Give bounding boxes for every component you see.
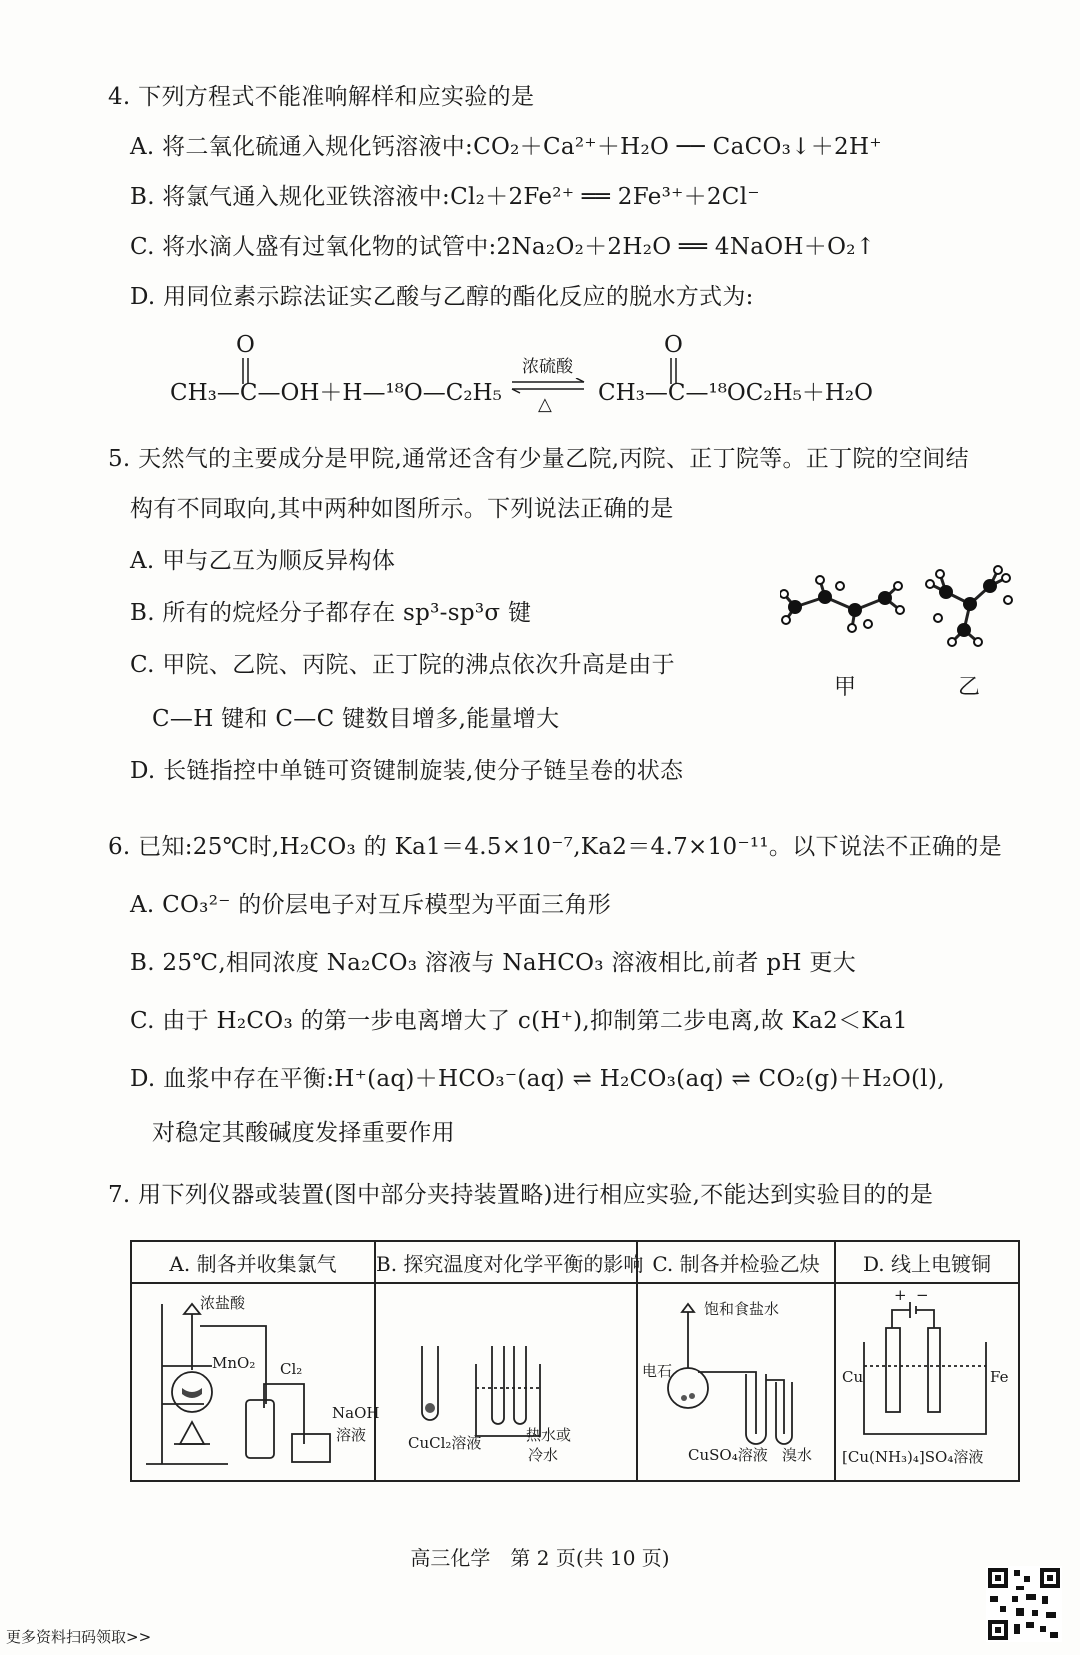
chlorine-apparatus-drawing	[132, 1284, 376, 1480]
label-cold-water: 冷水	[528, 1446, 559, 1464]
label-cl2: Cl₂	[280, 1360, 303, 1378]
equation-reactants: CH₃—C—OH＋H—¹⁸O—C₂H₅	[170, 380, 502, 406]
q7-stem: 7. 用下列仪器或装置(图中部分夹持装置略)进行相应实验,不能达到实验目的的是	[108, 1182, 934, 1208]
label-positive: +	[894, 1286, 907, 1304]
q5-stem-line1: 5. 天然气的主要成分是甲院,通常还含有少量乙院,丙院、正丁院等。正丁院的空间结	[108, 446, 969, 472]
label-bromine-water: 溴水	[782, 1446, 813, 1464]
label-negative: −	[916, 1286, 929, 1304]
apparatus-table	[130, 1240, 1020, 1482]
q4-option-c: C. 将水滴人盛有过氧化物的试管中:2Na₂O₂＋2H₂O ══ 4NaOH＋O₂↑	[130, 234, 876, 260]
molecule-model-jia	[780, 572, 910, 642]
label-mno2: MnO₂	[212, 1354, 256, 1372]
q4-option-b: B. 将氯气通入规化亚铁溶液中:Cl₂＋2Fe²⁺ ══ 2Fe³⁺＋2Cl⁻	[130, 184, 760, 210]
molecule-label-yi: 乙	[958, 675, 981, 700]
q5-option-b: B. 所有的烷烃分子都存在 sp³-sp³σ 键	[130, 600, 532, 626]
catalyst-label: 浓硫酸	[522, 357, 573, 377]
label-cu-electrode: Cu	[842, 1368, 864, 1386]
label-saturated-brine: 饱和食盐水	[704, 1300, 780, 1318]
label-calcium-carbide: 电石	[642, 1362, 673, 1380]
q5-option-c-line1: C. 甲院、乙院、丙院、正丁院的沸点依次升高是由于	[130, 652, 675, 678]
q4-stem: 4. 下列方程式不能准响解样和应实验的是	[108, 84, 535, 110]
q4-option-d: D. 用同位素示踪法证实乙酸与乙醇的酯化反应的脱水方式为:	[130, 284, 754, 310]
apparatus-cell-c	[637, 1283, 835, 1481]
label-conc-hcl: 浓盐酸	[200, 1294, 246, 1312]
label-fe-electrode: Fe	[990, 1368, 1009, 1386]
apparatus-cell-a	[131, 1283, 380, 1481]
header-b: B. 探究温度对化学平衡的影响	[375, 1241, 637, 1283]
heat-symbol: △	[538, 394, 552, 415]
label-cucl2-solution: CuCl₂溶液	[408, 1434, 482, 1452]
page-footer: 高三化学 第 2 页(共 10 页)	[410, 1546, 670, 1570]
q6-stem: 6. 已知:25℃时,H₂CO₃ 的 Ka1＝4.5×10⁻⁷,Ka2＝4.7×10⁻¹¹。以下说法不正确的是	[108, 834, 1002, 860]
label-copper-complex-solution: [Cu(NH₃)₄]SO₄溶液	[842, 1448, 984, 1466]
more-resources-link[interactable]: 更多资料扫码领取>>	[6, 1628, 152, 1646]
carbonyl-o-left: O	[236, 332, 255, 358]
esterification-equation	[170, 332, 930, 450]
q4-option-a: A. 将二氧化硫通入规化钙溶液中:CO₂＋Ca²⁺＋H₂O ── CaCO₃↓＋2H⁺	[130, 134, 882, 160]
q6-option-d-line2: 对稳定其酸碱度发择重要作用	[152, 1120, 455, 1146]
qr-code-icon	[986, 1566, 1062, 1642]
label-solution-a: 溶液	[336, 1426, 367, 1444]
q6-option-c: C. 由于 H₂CO₃ 的第一步电离增大了 c(H⁺),抑制第二步电离,故 Ka2＜Ka1	[130, 1008, 908, 1034]
carbonyl-o-right: O	[664, 332, 683, 358]
q6-option-a: A. CO₃²⁻ 的价层电子对互斥模型为平面三角形	[130, 892, 612, 918]
header-a: A. 制各并收集氯气	[131, 1241, 375, 1283]
apparatus-cell-d	[835, 1283, 1019, 1481]
q6-option-b: B. 25℃,相同浓度 Na₂CO₃ 溶液与 NaHCO₃ 溶液相比,前者 pH 更大	[130, 950, 856, 976]
reversible-arrow	[510, 378, 586, 394]
header-c: C. 制各并检验乙炔	[637, 1241, 835, 1283]
q6-option-d-line1: D. 血浆中存在平衡:H⁺(aq)＋HCO₃⁻(aq) ⇌ H₂CO₃(aq) ⇌ CO₂(g)＋H₂O(l),	[130, 1066, 945, 1092]
q5-option-d: D. 长链指控中单链可资键制旋装,使分子链呈卷的状态	[130, 758, 684, 784]
label-naoh: NaOH	[332, 1404, 380, 1422]
q5-option-a: A. 甲与乙互为顺反异构体	[130, 548, 396, 574]
label-hot-water: 热水或	[526, 1426, 572, 1444]
molecule-model-yi	[918, 562, 1018, 652]
label-cuso4-solution: CuSO₄溶液	[688, 1446, 768, 1464]
q5-option-c-line2: C—H 键和 C—C 键数目增多,能量增大	[152, 706, 560, 732]
q5-stem-line2: 构有不同取向,其中两种如图所示。下列说法正确的是	[130, 496, 674, 522]
apparatus-cell-b	[375, 1283, 637, 1481]
molecule-label-jia: 甲	[834, 675, 857, 700]
header-d: D. 线上电镀铜	[835, 1241, 1019, 1283]
equation-products: CH₃—C—¹⁸OC₂H₅＋H₂O	[598, 380, 874, 406]
